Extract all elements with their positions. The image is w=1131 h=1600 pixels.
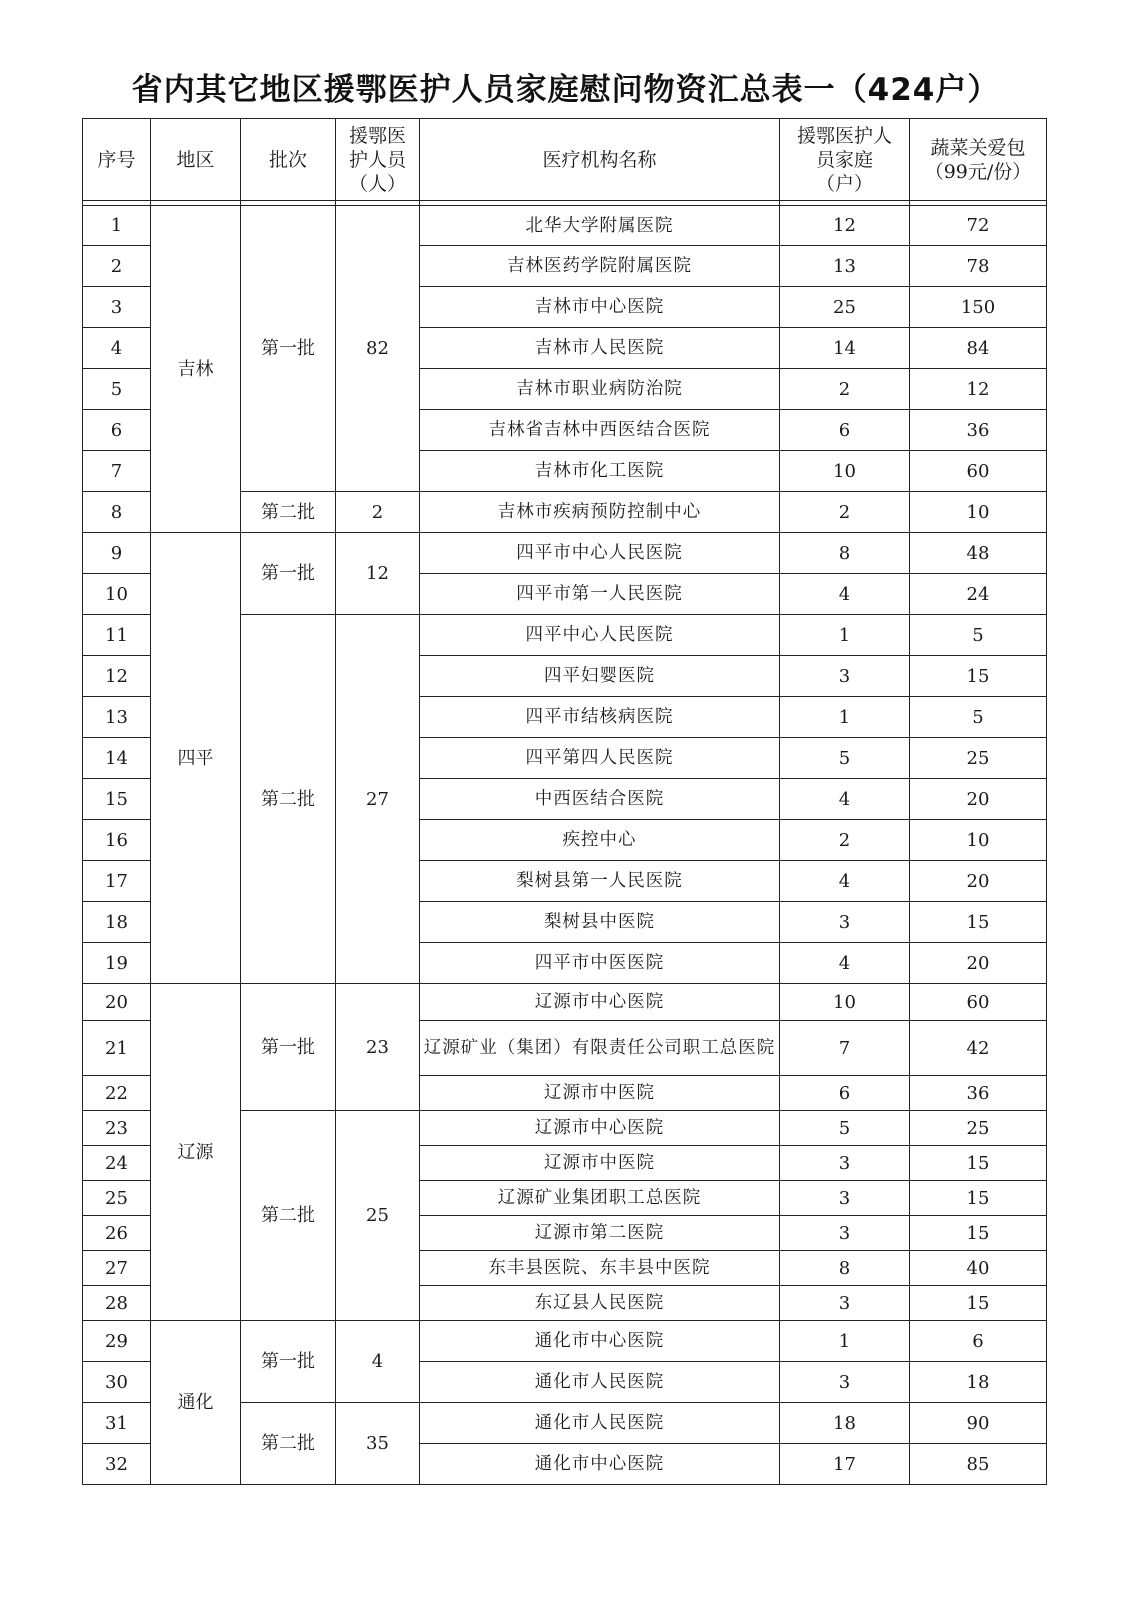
cell-families: 3 (780, 1216, 910, 1251)
cell-packages: 10 (910, 492, 1047, 533)
cell-packages: 20 (910, 779, 1047, 820)
cell-packages: 90 (910, 1403, 1047, 1444)
cell-institution: 东辽县人民医院 (420, 1286, 780, 1321)
cell-families: 1 (780, 697, 910, 738)
cell-seq: 20 (83, 984, 151, 1021)
cell-seq: 30 (83, 1362, 151, 1403)
cell-families: 4 (780, 779, 910, 820)
cell-seq: 13 (83, 697, 151, 738)
cell-families: 3 (780, 1146, 910, 1181)
cell-families: 12 (780, 206, 910, 246)
cell-seq: 23 (83, 1111, 151, 1146)
table-row (83, 533, 1047, 574)
cell-institution: 疾控中心 (420, 820, 780, 861)
cell-packages: 5 (910, 615, 1047, 656)
cell-staff: 27 (336, 615, 420, 984)
cell-institution: 北华大学附属医院 (420, 206, 780, 246)
cell-seq: 8 (83, 492, 151, 533)
cell-families: 6 (780, 1076, 910, 1111)
cell-packages: 60 (910, 984, 1047, 1021)
cell-packages: 15 (910, 902, 1047, 943)
cell-institution: 辽源市中心医院 (420, 984, 780, 1021)
cell-packages: 15 (910, 1216, 1047, 1251)
cell-seq: 25 (83, 1181, 151, 1216)
cell-institution: 吉林市人民医院 (420, 328, 780, 369)
cell-families: 4 (780, 574, 910, 615)
cell-institution: 辽源市中医院 (420, 1076, 780, 1111)
cell-packages: 15 (910, 656, 1047, 697)
cell-families: 25 (780, 287, 910, 328)
cell-batch: 第二批 (241, 492, 336, 533)
cell-packages: 72 (910, 206, 1047, 246)
cell-seq: 22 (83, 1076, 151, 1111)
table-row (83, 206, 1047, 246)
cell-families: 1 (780, 1321, 910, 1362)
cell-seq: 1 (83, 206, 151, 246)
cell-packages: 85 (910, 1444, 1047, 1485)
cell-seq: 26 (83, 1216, 151, 1251)
cell-batch: 第一批 (241, 1321, 336, 1403)
cell-seq: 4 (83, 328, 151, 369)
cell-packages: 15 (910, 1181, 1047, 1216)
cell-packages: 84 (910, 328, 1047, 369)
cell-packages: 42 (910, 1021, 1047, 1076)
cell-packages: 10 (910, 820, 1047, 861)
cell-families: 8 (780, 533, 910, 574)
cell-institution: 梨树县第一人民医院 (420, 861, 780, 902)
cell-institution: 辽源矿业（集团）有限责任公司职工总医院 (420, 1021, 780, 1076)
cell-region: 通化 (151, 1321, 241, 1485)
cell-region: 辽源 (151, 984, 241, 1321)
header-institution: 医疗机构名称 (420, 119, 780, 201)
cell-institution: 东丰县医院、东丰县中医院 (420, 1251, 780, 1286)
cell-staff: 82 (336, 206, 420, 492)
cell-institution: 梨树县中医院 (420, 902, 780, 943)
cell-packages: 20 (910, 861, 1047, 902)
cell-seq: 6 (83, 410, 151, 451)
cell-institution: 四平第四人民医院 (420, 738, 780, 779)
cell-institution: 辽源矿业集团职工总医院 (420, 1181, 780, 1216)
cell-packages: 40 (910, 1251, 1047, 1286)
cell-institution: 四平市第一人民医院 (420, 574, 780, 615)
cell-families: 1 (780, 615, 910, 656)
cell-batch: 第一批 (241, 533, 336, 615)
cell-seq: 11 (83, 615, 151, 656)
cell-batch: 第二批 (241, 1403, 336, 1485)
cell-institution: 辽源市中医院 (420, 1146, 780, 1181)
cell-staff: 23 (336, 984, 420, 1111)
cell-families: 6 (780, 410, 910, 451)
cell-batch: 第一批 (241, 206, 336, 492)
cell-families: 18 (780, 1403, 910, 1444)
cell-seq: 18 (83, 902, 151, 943)
cell-institution: 吉林市职业病防治院 (420, 369, 780, 410)
cell-families: 3 (780, 1181, 910, 1216)
cell-seq: 27 (83, 1251, 151, 1286)
cell-seq: 32 (83, 1444, 151, 1485)
cell-packages: 60 (910, 451, 1047, 492)
cell-seq: 2 (83, 246, 151, 287)
cell-institution: 通化市人民医院 (420, 1362, 780, 1403)
cell-institution: 吉林市化工医院 (420, 451, 780, 492)
cell-packages: 5 (910, 697, 1047, 738)
cell-region: 四平 (151, 533, 241, 984)
cell-seq: 12 (83, 656, 151, 697)
cell-packages: 15 (910, 1146, 1047, 1181)
cell-institution: 通化市中心医院 (420, 1321, 780, 1362)
cell-families: 2 (780, 492, 910, 533)
cell-batch: 第二批 (241, 615, 336, 984)
cell-seq: 28 (83, 1286, 151, 1321)
cell-families: 8 (780, 1251, 910, 1286)
header-row (83, 119, 1047, 201)
cell-seq: 7 (83, 451, 151, 492)
cell-staff: 12 (336, 533, 420, 615)
cell-institution: 辽源市第二医院 (420, 1216, 780, 1251)
cell-families: 13 (780, 246, 910, 287)
cell-institution: 四平市结核病医院 (420, 697, 780, 738)
header-region: 地区 (151, 119, 241, 201)
cell-packages: 78 (910, 246, 1047, 287)
cell-packages: 20 (910, 943, 1047, 984)
cell-seq: 24 (83, 1146, 151, 1181)
summary-table (82, 118, 1047, 1485)
cell-seq: 3 (83, 287, 151, 328)
cell-region: 吉林 (151, 206, 241, 533)
header-seq: 序号 (83, 119, 151, 201)
cell-seq: 14 (83, 738, 151, 779)
cell-families: 2 (780, 369, 910, 410)
cell-families: 4 (780, 943, 910, 984)
cell-institution: 通化市中心医院 (420, 1444, 780, 1485)
cell-families: 14 (780, 328, 910, 369)
cell-families: 10 (780, 984, 910, 1021)
cell-seq: 5 (83, 369, 151, 410)
cell-families: 3 (780, 656, 910, 697)
cell-staff: 35 (336, 1403, 420, 1485)
cell-families: 5 (780, 738, 910, 779)
cell-families: 17 (780, 1444, 910, 1485)
header-staff: 援鄂医护人员（人） (336, 119, 420, 201)
table-body (83, 206, 1047, 1485)
cell-institution: 四平市中心人民医院 (420, 533, 780, 574)
cell-institution: 通化市人民医院 (420, 1403, 780, 1444)
cell-seq: 21 (83, 1021, 151, 1076)
cell-packages: 36 (910, 410, 1047, 451)
cell-seq: 16 (83, 820, 151, 861)
cell-packages: 18 (910, 1362, 1047, 1403)
cell-seq: 19 (83, 943, 151, 984)
cell-institution: 辽源市中心医院 (420, 1111, 780, 1146)
table-row (83, 1321, 1047, 1362)
cell-families: 7 (780, 1021, 910, 1076)
cell-packages: 25 (910, 1111, 1047, 1146)
cell-institution: 中西医结合医院 (420, 779, 780, 820)
cell-packages: 36 (910, 1076, 1047, 1111)
cell-families: 3 (780, 902, 910, 943)
cell-families: 4 (780, 861, 910, 902)
cell-staff: 2 (336, 492, 420, 533)
cell-families: 3 (780, 1362, 910, 1403)
cell-seq: 15 (83, 779, 151, 820)
cell-packages: 15 (910, 1286, 1047, 1321)
cell-packages: 150 (910, 287, 1047, 328)
cell-institution: 四平妇婴医院 (420, 656, 780, 697)
cell-institution: 四平中心人民医院 (420, 615, 780, 656)
cell-seq: 31 (83, 1403, 151, 1444)
cell-seq: 9 (83, 533, 151, 574)
cell-institution: 吉林省吉林中西医结合医院 (420, 410, 780, 451)
cell-families: 10 (780, 451, 910, 492)
cell-packages: 48 (910, 533, 1047, 574)
cell-packages: 25 (910, 738, 1047, 779)
cell-families: 3 (780, 1286, 910, 1321)
cell-staff: 4 (336, 1321, 420, 1403)
cell-packages: 12 (910, 369, 1047, 410)
cell-families: 5 (780, 1111, 910, 1146)
cell-staff: 25 (336, 1111, 420, 1321)
cell-institution: 吉林市疾病预防控制中心 (420, 492, 780, 533)
cell-seq: 10 (83, 574, 151, 615)
header-families: 援鄂医护人员家庭（户） (780, 119, 910, 201)
cell-batch: 第二批 (241, 1111, 336, 1321)
document-title: 省内其它地区援鄂医护人员家庭慰问物资汇总表一（424户） (131, 72, 1000, 108)
header-package: 蔬菜关爱包（99元/份） (910, 119, 1047, 201)
header-batch: 批次 (241, 119, 336, 201)
cell-seq: 17 (83, 861, 151, 902)
cell-institution: 四平市中医医院 (420, 943, 780, 984)
cell-seq: 29 (83, 1321, 151, 1362)
cell-packages: 24 (910, 574, 1047, 615)
cell-batch: 第一批 (241, 984, 336, 1111)
cell-institution: 吉林市中心医院 (420, 287, 780, 328)
table-row (83, 984, 1047, 1021)
cell-packages: 6 (910, 1321, 1047, 1362)
cell-institution: 吉林医药学院附属医院 (420, 246, 780, 287)
cell-families: 2 (780, 820, 910, 861)
